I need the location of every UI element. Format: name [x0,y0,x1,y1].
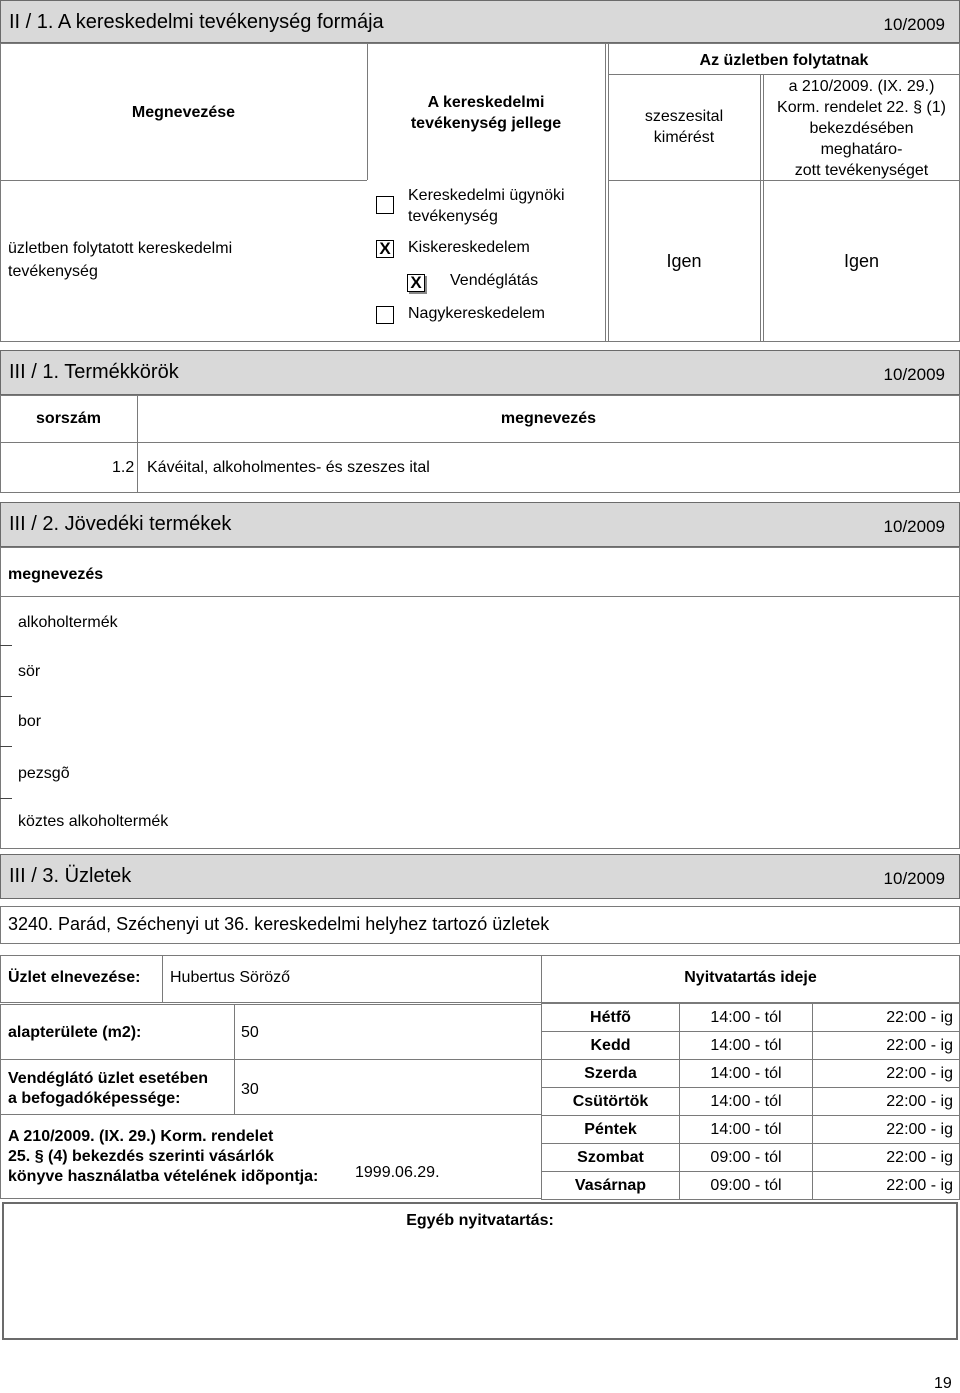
book-value: 1999.06.29. [355,1164,440,1181]
header-alcohol-1: szeszesital [644,108,724,125]
hours-row [542,1004,960,1032]
row-name-2: tevékenység [8,263,98,280]
section-title: III / 2. Jövedéki termékek [9,513,232,535]
shop-name: Hubertus Söröző [170,969,291,986]
hours-from: 09:00 - tól [680,1144,813,1172]
hours-day: Csütörtök [542,1088,680,1116]
section-header-shops [0,854,960,899]
page-number: 19 [934,1375,952,1392]
hours-row [542,1116,960,1144]
header-activity-type-2: tevékenység jellege [410,115,562,132]
product-group-num: 1.2 [112,459,135,476]
header-reg-5: zott tevékenységet [794,162,929,179]
hours-to: 22:00 - ig [813,1088,960,1116]
hours-title: Nyitvatartás ideje [684,969,817,986]
capacity-label-2: a befogadóképessége: [8,1090,181,1107]
hours-day: Vasárnap [542,1172,680,1200]
section-title: III / 1. Termékkörök [9,361,179,383]
opening-hours-table [541,1003,960,1200]
section-date: 10/2009 [883,517,945,536]
option-catering-label: Vendéglátás [450,272,539,289]
other-hours-label: Egyéb nyitvatartás: [406,1212,554,1229]
hours-day: Szombat [542,1144,680,1172]
hours-to: 22:00 - ig [813,1032,960,1060]
capacity-value: 30 [241,1081,259,1098]
hours-day: Kedd [542,1032,680,1060]
hours-to: 22:00 - ig [813,1060,960,1088]
checkbox-wholesale[interactable] [376,306,394,324]
header-reg-1: a 210/2009. (IX. 29.) [788,78,935,95]
header-activity-type-1: A kereskedelmi [427,94,545,111]
hours-to: 22:00 - ig [813,1144,960,1172]
area-value: 50 [241,1024,259,1041]
excise-item: pezsgõ [18,765,70,782]
reg-value: Igen [843,251,880,271]
book-label-2: 25. § (4) bekezdés szerinti vásárlók [8,1148,274,1165]
hours-row [542,1060,960,1088]
option-agent-label-1: Kereskedelmi ügynöki [408,187,565,204]
excise-item: alkoholtermék [18,614,118,631]
excise-item: bor [18,713,42,730]
shop-address: 3240. Parád, Széchenyi ut 36. kereskedelmi helyhez tartozó üzletek [8,914,550,934]
hours-from: 14:00 - tól [680,1004,813,1032]
hours-to: 22:00 - ig [813,1004,960,1032]
section-title: III / 3. Üzletek [9,865,132,887]
header-megnevezes: megnevezés [500,410,597,427]
area-label: alapterülete (m2): [8,1024,142,1041]
shop-name-label: Üzlet elnevezése: [8,969,141,986]
excise-products-table [0,547,960,849]
header-sorszam: sorszám [36,410,101,427]
header-reg-3: bekezdésében [809,120,914,137]
option-agent-label-2: tevékenység [408,208,498,225]
section-header-product-groups [0,350,960,395]
row-name-1: üzletben folytatott kereskedelmi [8,240,233,257]
section-header-activity-form [0,0,960,43]
section-date: 10/2009 [883,365,945,384]
hours-day: Hétfõ [542,1004,680,1032]
section-title: II / 1. A kereskedelmi tevékenység formája [9,11,384,33]
header-group: Az üzletben folytatnak [699,52,869,69]
hours-day: Szerda [542,1060,680,1088]
header-alcohol-2: kimérést [653,129,715,146]
option-wholesale-label: Nagykereskedelem [408,305,545,322]
hours-from: 14:00 - tól [680,1088,813,1116]
hours-day: Péntek [542,1116,680,1144]
option-retail-label: Kiskereskedelem [408,239,530,256]
header-reg-4: meghatáro- [820,141,903,158]
excise-item: sör [18,663,41,680]
hours-to: 22:00 - ig [813,1116,960,1144]
section-date: 10/2009 [883,869,945,888]
hours-from: 09:00 - tól [680,1172,813,1200]
hours-row [542,1032,960,1060]
hours-to: 22:00 - ig [813,1172,960,1200]
hours-row [542,1088,960,1116]
excise-header: megnevezés [8,566,104,583]
hours-from: 14:00 - tól [680,1060,813,1088]
section-header-excise-products [0,502,960,547]
checkbox-agent[interactable] [376,196,394,214]
hours-from: 14:00 - tól [680,1032,813,1060]
hours-row [542,1144,960,1172]
header-name: Megnevezése [131,104,236,121]
checkbox-catering[interactable]: X [407,274,425,292]
checkbox-retail[interactable]: X [376,240,394,258]
book-label-3: könyve használatba vételének idõpontja: [8,1168,319,1185]
hours-row [542,1172,960,1200]
excise-item: köztes alkoholtermék [18,813,169,830]
capacity-label-1: Vendéglátó üzlet esetében [8,1070,209,1087]
section-date: 10/2009 [883,15,945,34]
header-reg-2: Korm. rendelet 22. § (1) [777,99,946,116]
hours-from: 14:00 - tól [680,1116,813,1144]
book-label-1: A 210/2009. (IX. 29.) Korm. rendelet [8,1128,274,1145]
product-group-name: Kávéital, alkoholmentes- és szeszes ital [147,459,430,476]
alcohol-value: Igen [666,251,702,271]
